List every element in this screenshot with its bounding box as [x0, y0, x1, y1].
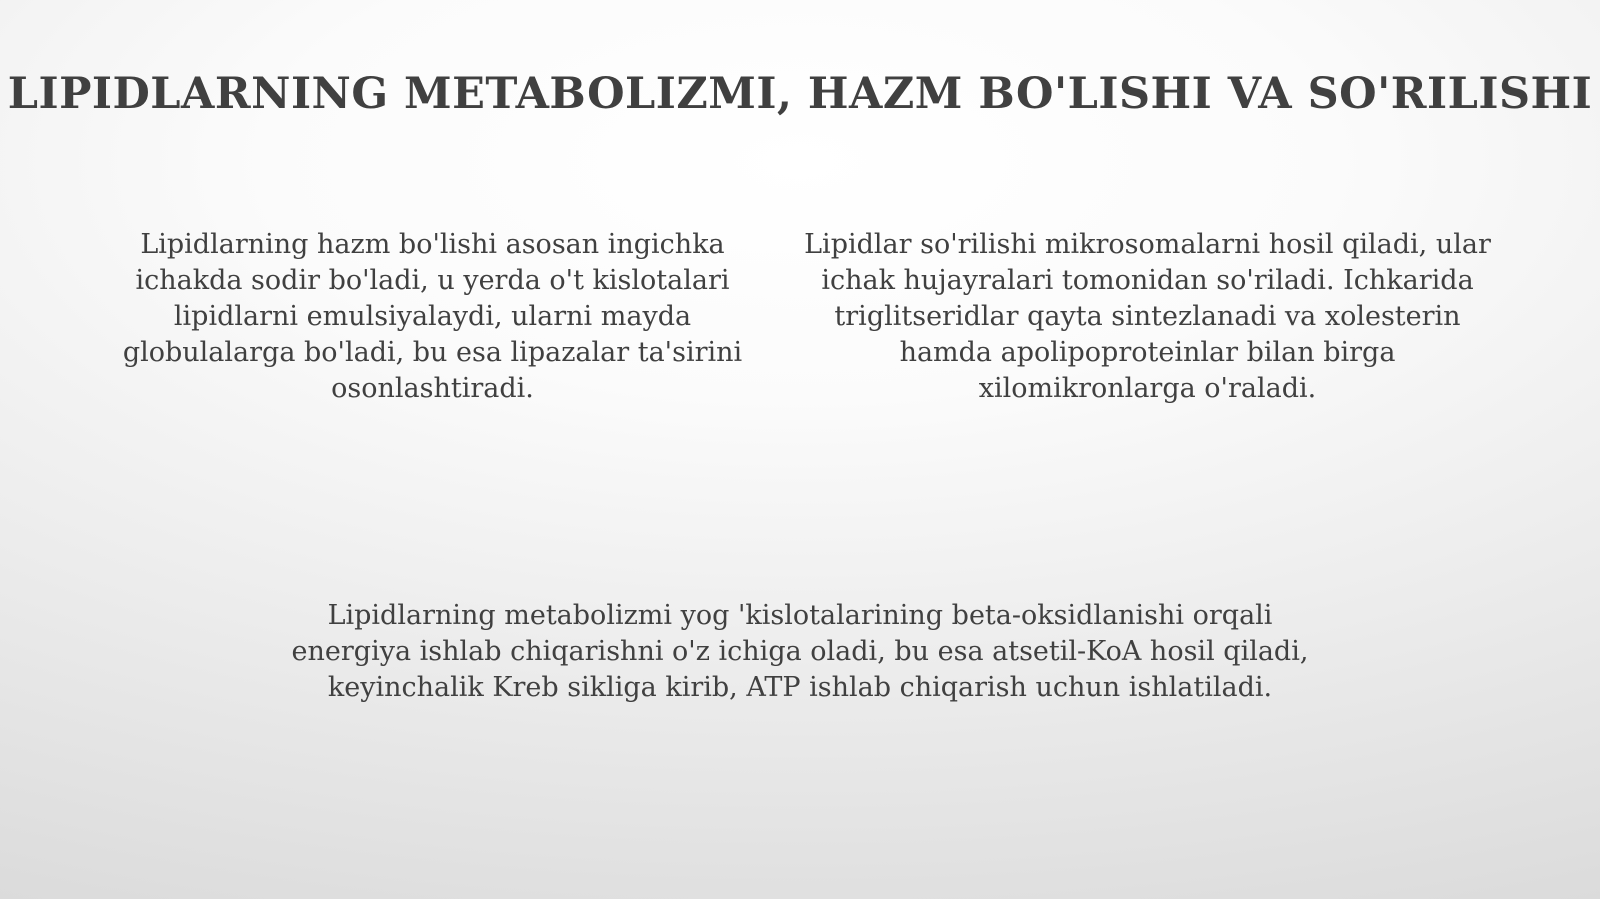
slide-title: LIPIDLARNING METABOLIZMI, HAZM BO'LISHI VA SO'RILISHI — [7, 69, 1593, 119]
paragraph-digestion: Lipidlarning hazm bo'lishi asosan ingichka ichakda sodir bo'ladi, u yerda o't kislotalari lipidlarni emulsiyalaydi, ularni mayda globulalarga bo'ladi, bu esa lipazalar ta'sirini osonlashtiradi. — [122, 229, 743, 404]
paragraph-absorption: Lipidlar so'rilishi mikrosomalarni hosil qiladi, ular ichak hujayralari tomonidan so'riladi. Ichkarida triglitseridlar qayta sintezlanadi va xolesterin hamda apolipoproteinlar bilan birga xilomikronlarga o'raladi. — [804, 229, 1491, 404]
paragraph-metabolism: Lipidlarning metabolizmi yog 'kislotalarining beta-oksidlanishi orqali energiya ishlab chiqarishni o'z ichiga oladi, bu esa atsetil-KoA hosil qiladi, keyinchalik Kreb sikliga kirib, ATP ishlab chiqarish uchun ishlatiladi. — [291, 600, 1309, 703]
